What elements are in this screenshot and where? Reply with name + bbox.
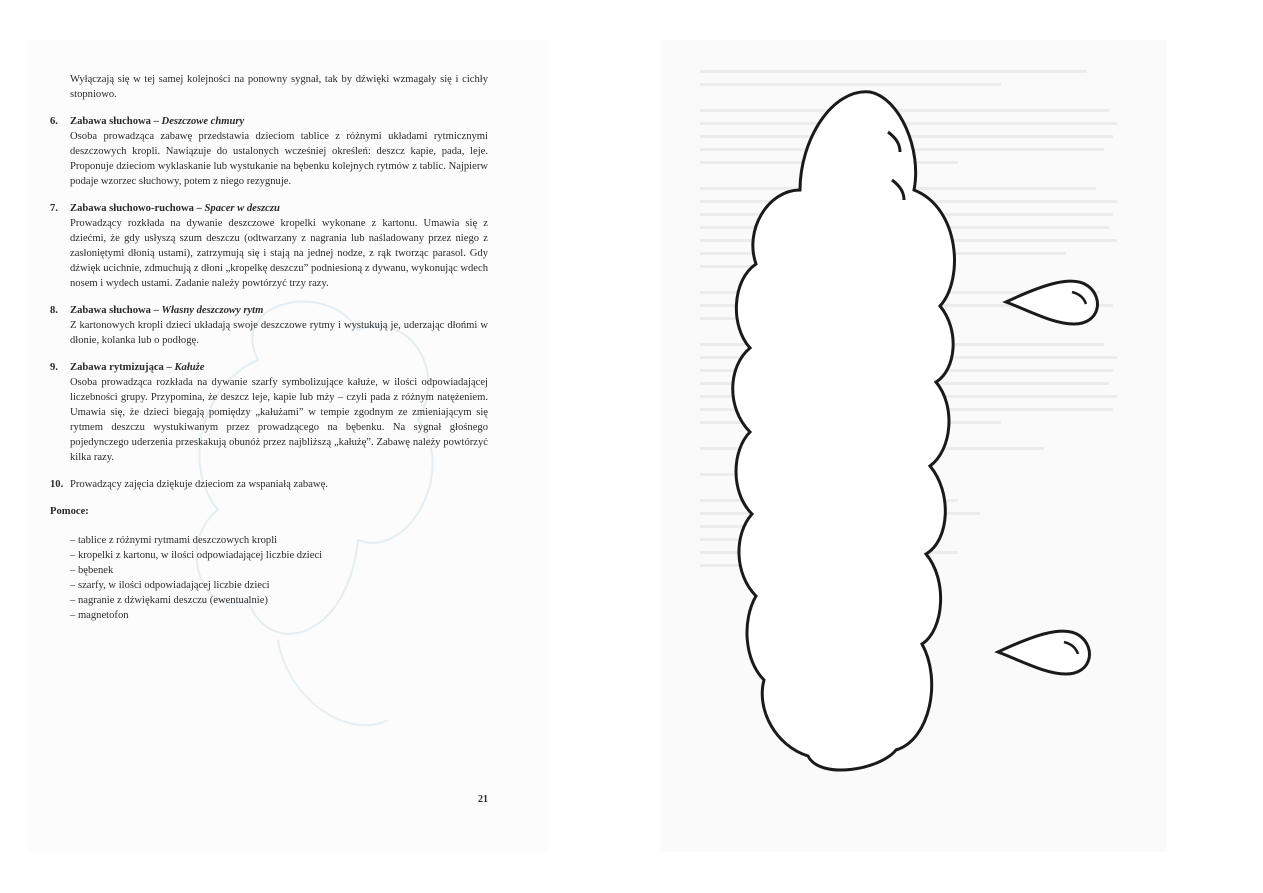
list-item: – nagranie z dźwiękami deszczu (ewentualnie)	[70, 595, 268, 606]
item-body: Prowadzący rozkłada na dywanie deszczowe kropelki wykonane z kartonu. Umawia się z dziećmi, że gdy usłyszą szum deszczu (odtwarzany z nagrania lub naśladowany przez niego z zasłoniętymi dłonią ustami), zatrzymują się i stają na jednej nodze, z rąk tworząc parasol. Gdy dźwięk ucichnie, zdmuchują z dłoni „kropelkę deszczu” podniesioną z dywanu, wykonując wdech nosem i wydech ustami. Zadanie należy powtórzyć trzy razy.	[70, 218, 488, 289]
list-item: – szarfy, w ilości odpowiadającej liczbie dzieci	[70, 580, 270, 591]
activity-item-7	[50, 201, 488, 291]
item-number: 6.	[50, 116, 58, 127]
aids-label: Pomoce:	[50, 506, 89, 517]
list-item: – magnetofon	[70, 610, 129, 621]
activity-item-6	[50, 114, 488, 189]
item-title: Deszczowe chmury	[161, 116, 245, 127]
raindrop-icon	[998, 631, 1089, 674]
intro-paragraph: Wyłączają się w tej samej kolejności na ponowny sygnał, tak by dźwięki wzmagały się i cichły stopniowo.	[70, 74, 488, 100]
item-number: 9.	[50, 362, 58, 373]
cloud-outline-icon	[733, 92, 955, 770]
item-body: Osoba prowadząca rozkłada na dywanie szarfy symbolizujące kałuże, w ilości odpowiadającej liczebności grupy. Przypomina, że deszcz leje, kapie lub mży – czyli pada z różnym natężeniem. Umawia się, że dzieci biegają pomiędzy „kałużami” w tempie zgodnym ze zmieniającym się rytmem deszczu wystukiwanym przez prowadzącego na bębenku. Na sygnał głośnego pojedynczego uderzenia przeskakują obunóż przez najbliższą „kałużę”. Zabawę należy powtórzyć kilka razy.	[70, 377, 488, 463]
list-item: – kropelki z kartonu, w ilości odpowiadającej liczbie dzieci	[70, 550, 323, 561]
item-number: 7.	[50, 203, 58, 214]
left-text-column	[50, 72, 488, 623]
raindrop-icon	[1006, 281, 1097, 324]
right-page	[660, 40, 1167, 852]
item-number: 10.	[50, 479, 64, 490]
closing-text: Prowadzący zajęcia dziękuje dzieciom za wspaniałą zabawę.	[70, 479, 328, 490]
activity-item-9	[50, 360, 488, 465]
list-item: – tablice z różnymi rytmami deszczowych kropli	[70, 535, 278, 546]
item-body: Osoba prowadząca zabawę przedstawia dzieciom tablice z różnymi układami rytmicznymi deszczowych kropli. Nawiązuje do ustalonych wcześniej określeń: deszcz kapie, pada, leje. Proponuje dzieciom wyklaskanie lub wystukanie na bębenku kolejnych rytmów z tablic. Najpierw podaje wzorzec słuchowy, potem z niego rezygnuje.	[70, 131, 488, 187]
item-heading	[70, 303, 488, 318]
cloud-illustration	[660, 40, 1167, 852]
item-body: Z kartonowych kropli dzieci układają swoje deszczowe rytmy i wystukują je, uderzając dłońmi w dłonie, kolanka lub o podłogę.	[70, 320, 488, 346]
left-page	[28, 40, 548, 852]
item-number: 8.	[50, 305, 58, 316]
item-label: Zabawa słuchowa –	[70, 305, 162, 316]
activity-item-8	[50, 303, 488, 348]
list-item: – bębenek	[70, 565, 114, 576]
item-heading	[70, 114, 488, 129]
item-heading	[70, 201, 488, 216]
aids-list	[70, 533, 488, 623]
item-heading	[70, 360, 488, 375]
item-label: Zabawa słuchowa –	[70, 116, 162, 127]
item-label: Zabawa rytmizująca –	[70, 362, 175, 373]
item-title: Spacer w deszczu	[204, 203, 280, 214]
page-number: 21	[478, 794, 488, 805]
item-title: Kałuże	[174, 362, 205, 373]
closing-item-10	[50, 477, 488, 492]
item-title: Własny deszczowy rytm	[161, 305, 264, 316]
item-label: Zabawa słuchowo-ruchowa –	[70, 203, 205, 214]
